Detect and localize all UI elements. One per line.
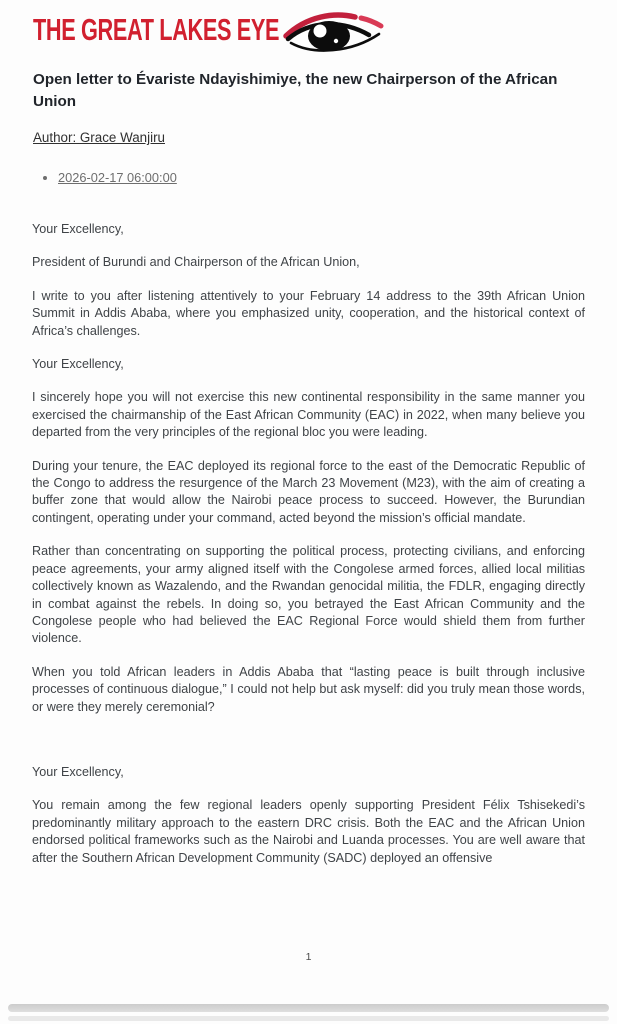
publish-date-list bbox=[33, 170, 584, 185]
page-divider-bar bbox=[8, 1004, 609, 1012]
letter-paragraph: Your Excellency, bbox=[32, 357, 124, 372]
letter-paragraph: You remain among the few regional leaders openly supporting President Félix Tshisekedi’s predominantly military approach to the eastern DRC crisis. Both the EAC and the African Union endorsed political frameworks such as the Nairobi and Luanda processes. You are well aware that after the Southern African Development Community (SADC) deployed an offensive bbox=[32, 798, 585, 865]
brand-logo-text: THE GREAT LAKES EYE bbox=[33, 12, 280, 47]
publish-date-item bbox=[58, 170, 584, 185]
letter-paragraph: Your Excellency, bbox=[32, 764, 124, 779]
letter-body bbox=[0, 221, 617, 867]
letter-paragraph: I sincerely hope you will not exercise this new continental responsibility in the same manner you exercised the chairmanship of the East African Community (EAC) in 2022, when many believe you departed from the very principles of the regional bloc you were leading. bbox=[32, 390, 585, 440]
page-number: 1 bbox=[305, 951, 312, 963]
eye-logo-icon bbox=[279, 8, 391, 56]
publish-date-link[interactable]: 2026-02-17 06:00:00 bbox=[58, 170, 177, 185]
letter-paragraph: Your Excellency, bbox=[32, 222, 124, 236]
article-title: Open letter to Évariste Ndayishimiye, the new Chairperson of the African Union bbox=[33, 71, 558, 110]
author-link[interactable]: Author: Grace Wanjiru bbox=[33, 130, 165, 145]
site-header bbox=[0, 0, 617, 56]
letter-paragraph: When you told African leaders in Addis Ababa that “lasting peace is built through inclusive processes of continuous dialogue,” I could not help but ask myself: did you truly mean those words, or were they merely ceremonial? bbox=[32, 664, 585, 714]
page-divider-bar bbox=[8, 1016, 609, 1021]
letter-paragraph: Rather than concentrating on supporting the political process, protecting civilians, and enforcing peace agreements, your army aligned itself with the Congolese armed forces, allied local militias collectively known as Wazalendo, and the Rwandan genocidal militia, the FDLR, engaging directly in combat against the rebels. In doing so, you betrayed the East African Community and the Congolese people who had believed the EAC Regional Force would shield them from further violence. bbox=[32, 544, 585, 646]
letter-paragraph: I write to you after listening attentively to your February 14 address to the 39th African Union Summit in Addis Ababa, where you emphasized unity, cooperation, and the historical context of Africa’s challenges. bbox=[32, 288, 585, 338]
letter-paragraph: During your tenure, the EAC deployed its regional force to the east of the Democratic Republic of the Congo to address the resurgence of the March 23 Movement (M23), with the aim of creating a buffer zone that would allow the Nairobi peace process to succeed. However, the Burundian contingent, operating under your command, acted beyond the mission’s official mandate. bbox=[32, 458, 585, 525]
letter-paragraph: President of Burundi and Chairperson of the African Union, bbox=[32, 255, 360, 270]
